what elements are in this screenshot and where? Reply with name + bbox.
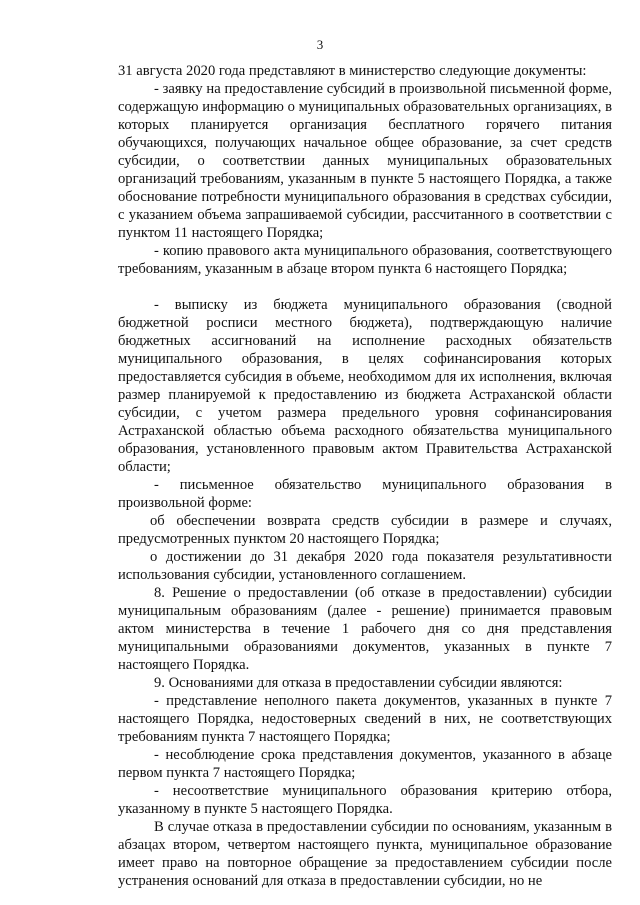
paragraph: - выписку из бюджета муниципального образования (сводной бюджетной росписи местного бюджета), подтверждающую наличие бюджетных ассигнований на исполнение расходных обязательств муниципального образования, в целях софинансирования которых предоставляется субсидия в объеме, необходимом для их исполнения, включая размер планируемой к предоставлению из бюджета Астраханской области субсидии, с учетом размера предельного уровня софинансирования Астраханской областью объема расходного обязательства муниципального образования, установленного правовым актом Правительства Астраханской области; xyxy=(118,297,612,475)
paragraph: об обеспечении возврата средств субсидии в размере и случаях, предусмотренных пунктом 20 настоящего Порядка; xyxy=(118,513,612,547)
paragraph: - заявку на предоставление субсидий в произвольной письменной форме, содержащую информацию о муниципальных образовательных организациях, в которых планируется организация бесплатного горячего питания обучающихся, получающих начальное общее образование, за счет средств субсидии, о соответствии данных муниципальных образовательных организаций требованиям, указанным в пункте 5 настоящего Порядка, а также обоснование потребности муниципального образования в средствах субсидии, с указанием объема запрашиваемой субсидии, рассчитанного в соответствии с пунктом 11 настоящего Порядка; xyxy=(118,81,612,241)
paragraph: - несоответствие муниципального образования критерию отбора, указанному в пункте 5 настоящего Порядка. xyxy=(118,783,612,817)
paragraph: - несоблюдение срока представления документов, указанного в абзаце первом пункта 7 настоящего Порядка; xyxy=(118,747,612,781)
paragraph: - копию правового акта муниципального образования, соответствующего требованиям, указанным в абзаце втором пункта 6 настоящего Порядка; xyxy=(118,243,612,277)
page-number: 3 xyxy=(316,37,324,52)
paragraph: 9. Основаниями для отказа в предоставлении субсидии являются: xyxy=(154,675,563,691)
paragraph: о достижении до 31 декабря 2020 года показателя результативности использования субсидии, установленного соглашением. xyxy=(118,549,612,583)
document-body xyxy=(118,62,612,890)
paragraph: - представление неполного пакета документов, указанных в пункте 7 настоящего Порядка, недостоверных сведений в них, не соответствующих требованиям пункта 7 настоящего Порядка; xyxy=(118,693,612,745)
paragraph: 31 августа 2020 года представляют в министерство следующие документы: xyxy=(118,63,587,79)
paragraph: 8. Решение о предоставлении (об отказе в предоставлении) субсидии муниципальным образованиям (далее - решение) принимается правовым актом министерства в течение 1 рабочего дня со дня представления муниципальными образованиями документов, указанных в пункте 7 настоящего Порядка. xyxy=(118,585,612,673)
paragraph: - письменное обязательство муниципального образования в произвольной форме: xyxy=(118,477,612,511)
paragraph: В случае отказа в предоставлении субсидии по основаниям, указанным в абзацах втором, четвертом настоящего пункта, муниципальное образование имеет право на повторное обращение за предоставлением субсидии после устранения оснований для отказа в предоставлении субсидии, но не xyxy=(118,819,612,889)
